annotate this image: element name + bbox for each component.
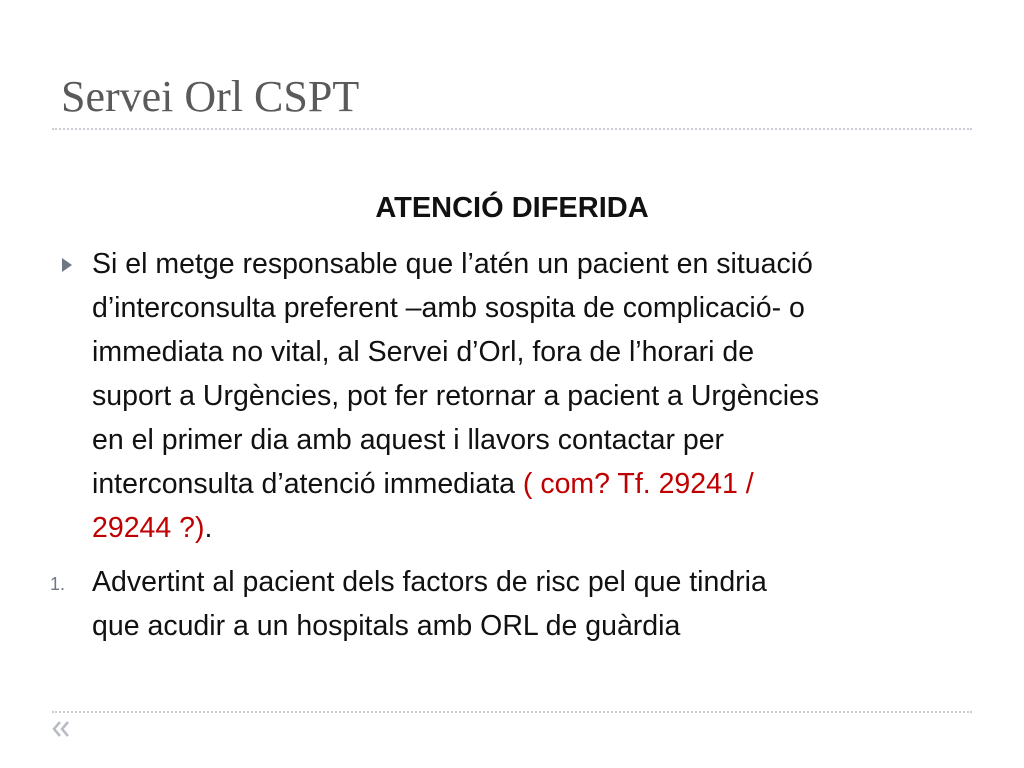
bullet-line: en el primer dia amb aquest i llavors contactar per bbox=[92, 424, 725, 456]
bullet-line: immediata no vital, al Servei d’Orl, fora de l’horari de bbox=[92, 336, 755, 368]
bullet-line: Si el metge responsable que l’atén un pacient en situació bbox=[92, 248, 813, 280]
list-number: 1. bbox=[50, 574, 66, 594]
slide-title: Servei Orl CSPT bbox=[61, 72, 360, 121]
bullet-text: . bbox=[204, 512, 213, 544]
bullet-line: d’interconsulta preferent –amb sospita de complicació- o bbox=[92, 292, 805, 324]
bullet-line bbox=[92, 506, 982, 550]
footer-divider bbox=[52, 711, 972, 713]
bullet-line: suport a Urgències, pot fer retornar a pacient a Urgències bbox=[92, 380, 820, 412]
bullet-triangle-icon bbox=[62, 258, 72, 272]
numbered-line: que acudir a un hospitals amb ORL de guàrdia bbox=[92, 610, 681, 642]
phone-highlight: 29244 ?) bbox=[92, 512, 205, 544]
numbered-line: Advertint al pacient dels factors de risc pel que tindria bbox=[92, 566, 767, 598]
bullet-line bbox=[92, 462, 982, 506]
numbered-paragraph bbox=[92, 560, 982, 648]
title-divider bbox=[52, 128, 972, 130]
phone-highlight: ( com? Tf. 29241 / bbox=[522, 468, 754, 500]
double-chevron-left-icon[interactable] bbox=[50, 718, 72, 740]
section-heading: ATENCIÓ DIFERIDA bbox=[375, 192, 649, 224]
bullet-text: interconsulta d’atenció immediata bbox=[92, 468, 523, 500]
bullet-paragraph bbox=[92, 242, 982, 550]
